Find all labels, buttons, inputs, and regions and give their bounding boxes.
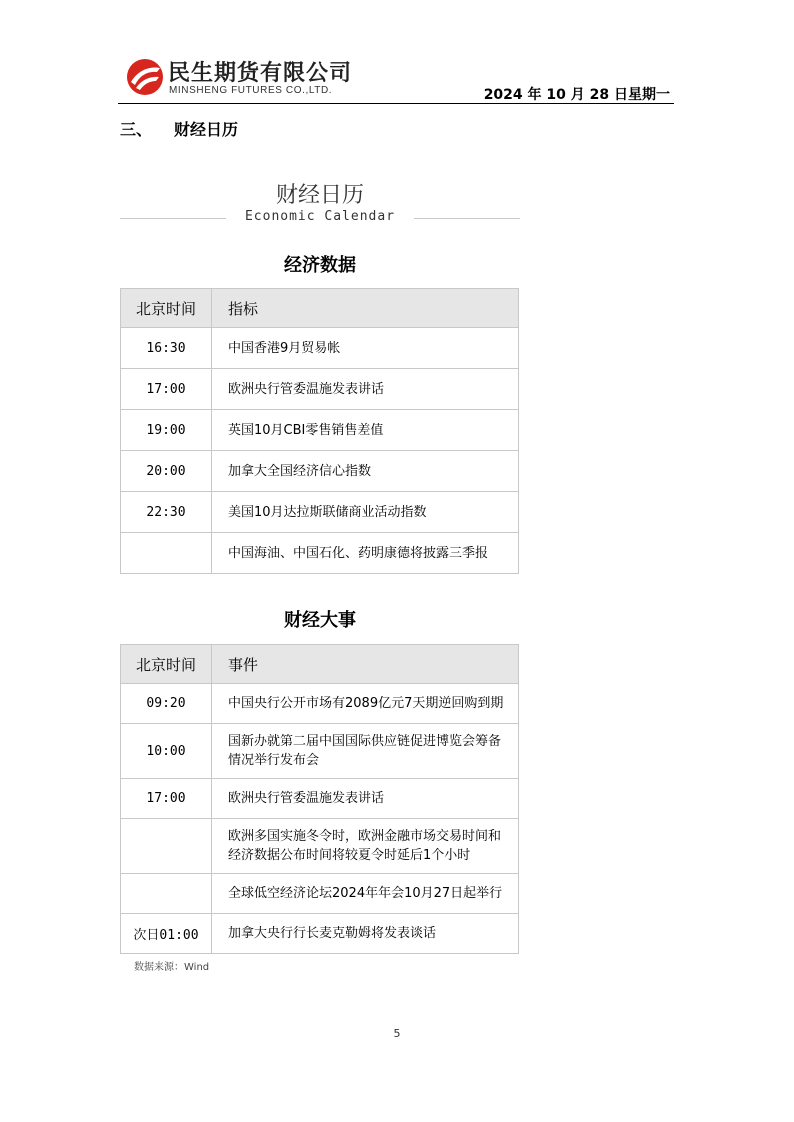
row-time: 17:00: [121, 369, 212, 410]
column-header-time: 北京时间: [121, 289, 212, 328]
company-logo: [126, 56, 366, 102]
table-row: [121, 533, 519, 574]
calendar-subtitle: Economic Calendar: [244, 209, 396, 224]
financial-events-heading: 财经大事: [284, 610, 356, 631]
row-event: 欧洲多国实施冬令时，欧洲金融市场交易时间和经济数据公布时间将较夏令时延后1个小时: [212, 819, 519, 874]
row-time: [121, 533, 212, 574]
table-header-row: [121, 289, 519, 328]
row-time: 17:00: [121, 779, 212, 819]
row-indicator: 中国海油、中国石化、药明康德将披露三季报: [212, 533, 519, 574]
row-time: [121, 819, 212, 874]
minsheng-logo-icon: [126, 58, 164, 96]
table-row: [121, 492, 519, 533]
economic-data-table: [120, 288, 519, 574]
header-divider: [118, 103, 674, 104]
table-row: [121, 328, 519, 369]
logo-chinese-name: 民生期货有限公司: [168, 61, 353, 86]
calendar-title: 财经日历: [275, 183, 364, 208]
table-row: [121, 369, 519, 410]
row-time: 22:30: [121, 492, 212, 533]
section-title: 财经日历: [174, 120, 239, 139]
row-time: 20:00: [121, 451, 212, 492]
row-event: 国新办就第二届中国国际供应链促进博览会筹备情况举行发布会: [212, 724, 519, 779]
row-time: 19:00: [121, 410, 212, 451]
row-time: 次日01:00: [121, 914, 212, 954]
row-time: [121, 874, 212, 914]
row-indicator: 美国10月达拉斯联储商业活动指数: [212, 492, 519, 533]
table-row: [121, 451, 519, 492]
column-header-time: 北京时间: [121, 645, 212, 684]
table-header-row: [121, 645, 519, 684]
table-row: [121, 684, 519, 724]
row-event: 加拿大央行行长麦克勒姆将发表谈话: [212, 914, 519, 954]
column-header-event: 事件: [212, 645, 519, 684]
table-row: [121, 819, 519, 874]
table-row: [121, 779, 519, 819]
calendar-subtitle-row: [120, 208, 520, 228]
row-indicator: 英国10月CBI零售销售差值: [212, 410, 519, 451]
column-header-indicator: 指标: [212, 289, 519, 328]
row-indicator: 加拿大全国经济信心指数: [212, 451, 519, 492]
row-event: 欧洲央行管委温施发表讲话: [212, 779, 519, 819]
data-source-note: 数据来源：Wind: [134, 962, 210, 973]
table-row: [121, 914, 519, 954]
page-number: 5: [393, 1027, 401, 1040]
row-time: 16:30: [121, 328, 212, 369]
logo-english-name: MINSHENG FUTURES CO.,LTD.: [169, 85, 333, 96]
economic-data-heading: 经济数据: [284, 255, 356, 276]
row-event: 全球低空经济论坛2024年年会10月27日起举行: [212, 874, 519, 914]
row-indicator: 中国香港9月贸易帐: [212, 328, 519, 369]
row-time: 09:20: [121, 684, 212, 724]
financial-events-table: [120, 644, 519, 954]
table-row: [121, 724, 519, 779]
subtitle-rule-right: [414, 218, 520, 219]
table-row: [121, 410, 519, 451]
table-row: [121, 874, 519, 914]
row-time: 10:00: [121, 724, 212, 779]
row-indicator: 欧洲央行管委温施发表讲话: [212, 369, 519, 410]
row-event: 中国央行公开市场有2089亿元7天期逆回购到期: [212, 684, 519, 724]
section-heading: [120, 117, 238, 140]
section-number: 三、: [120, 120, 153, 139]
report-date: 2024 年 10 月 28 日星期一: [483, 87, 670, 103]
